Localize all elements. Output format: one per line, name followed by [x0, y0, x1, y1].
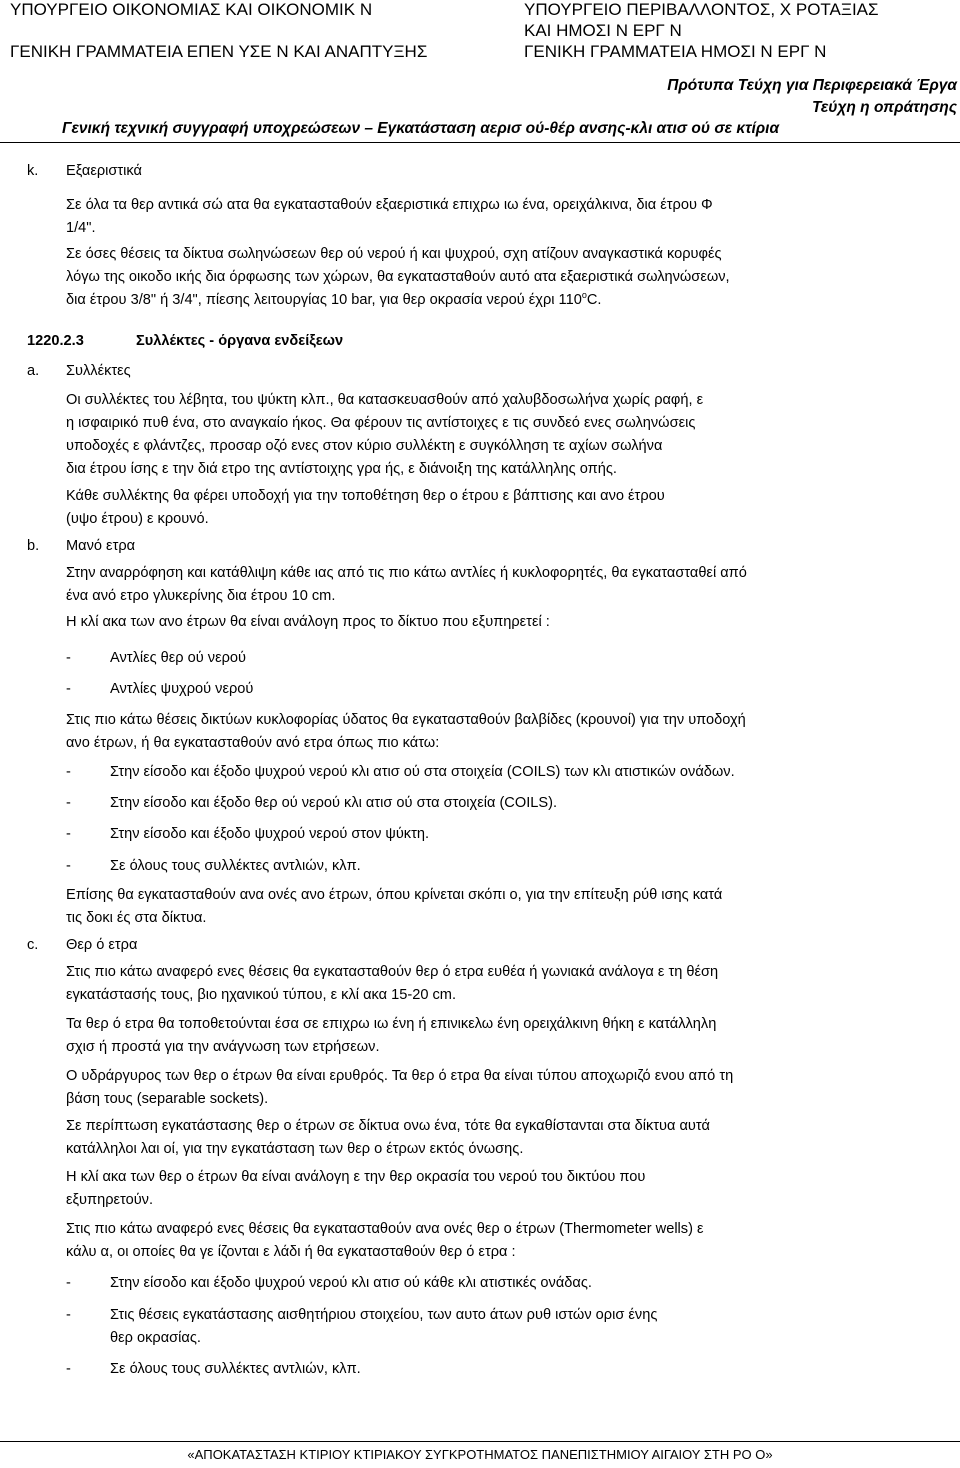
b-paragraph-3-line-2: ανο έτρων, ή θα εγκατασταθούν ανό ετρα όπως πιο κάτω: [66, 735, 440, 751]
footer-project-title: «ΑΠΟΚΑΤΑΣΤΑΣΗ ΚΤΙΡΙΟΥ ΚΤΙΡΙΑΚΟΥ ΣΥΓΚΡΟΤΗΜΑΤΟΣ ΠΑΝΕΠΙΣΤΗΜΙΟΥ ΑΙΓΑΙΟΥ ΣΤΗ ΡΟ Ο» [187, 1447, 773, 1462]
c-paragraph-1-line-1: Στις πιο κάτω αναφερό ενες θέσεις θα εγκατασταθούν θερ ό ετρα ευθέα ή γωνιακά ανάλογα ε τη θέση [66, 964, 719, 980]
tender-documents-title: Τεύχη η οπράτησης [811, 99, 957, 116]
c-paragraph-4-line-1: Σε περίπτωση εγκατάστασης θερ ο έτρων σε δίκτυα ονω ένα, τότε θα εγκαθίστανται στα δίκτυα αυτά [66, 1118, 710, 1134]
b-list-item-6: Σε όλους τους συλλέκτες αντλιών, κλπ. [110, 858, 361, 874]
footer-divider [0, 1441, 960, 1442]
c-paragraph-2-line-2: σχισ ή προστά για την ανάγνωση των ετρήσεων. [66, 1039, 380, 1055]
c-paragraph-4-line-2: κατάλληλοι λαι οί, για την εγκατάσταση των θερ ο έτρων εκτός όνωσης. [66, 1141, 524, 1157]
c-paragraph-5-line-1: Η κλί ακα των θερ ο έτρων θα είναι ανάλογη ε την θερ οκρασία του νερού του δικτύου που [66, 1169, 646, 1185]
b-list-bullet-3: - [66, 764, 71, 780]
a-paragraph-2-line-1: Κάθε συλλέκτης θα φέρει υποδοχή για την τοποθέτηση θερ ο έτρου ε βάπτισης και ανο έτρου [66, 488, 665, 504]
a-paragraph-1-line-3: υποδοχές ε φλάντζες, προσαρ οζό ενες στον κύριο συλλέκτη ε συγκόλληση τε αχίων σωλήνα [66, 438, 663, 454]
c-list-bullet-2: - [66, 1307, 71, 1323]
section-a-title: Συλλέκτες [66, 363, 131, 379]
section-k-title: Εξαεριστικά [66, 163, 142, 179]
standard-documents-title: Πρότυπα Τεύχη για Περιφερειακά Έργα [667, 77, 957, 94]
header-divider [0, 142, 960, 143]
section-b-title: Μανό ετρα [66, 538, 136, 554]
k-paragraph-2-line-2: λόγω της οικοδο ικής δια όρφωσης των χώρων, θα εγκατασταθούν αυτό ατα εξαεριστικά σωληνώσεων, [66, 269, 730, 285]
b-list-bullet-2: - [66, 681, 71, 697]
c-paragraph-1-line-2: εγκατάστασής τους, βιο ηχανικού τύπου, ε κλί ακα 15-20 cm. [66, 987, 457, 1003]
general-secretariat-investments: ΓΕΝΙΚΗ ΓΡΑΜΜΑΤΕΙΑ ΕΠΕΝ ΥΣΕ Ν ΚΑΙ ΑΝΑΠΤΥΞΗΣ [10, 42, 428, 61]
b-list-item-5: Στην είσοδο και έξοδο ψυχρού νερού στον ψύκτη. [110, 826, 430, 842]
a-paragraph-1-line-2: η ισφαιρικό πυθ ένα, στο αναγκαίο ήκος. Θα φέρουν τις αντίστοιχες ε τις συνδεό ενες σωληνώσεις [66, 415, 696, 431]
c-paragraph-3-line-2: βάση τους (separable sockets). [66, 1091, 269, 1107]
b-list-bullet-6: - [66, 858, 71, 874]
c-list-bullet-1: - [66, 1275, 71, 1291]
a-paragraph-2-line-2: (υψο έτρου) ε κρουνό. [66, 511, 209, 527]
degree-superscript: ο [581, 290, 587, 300]
section-k-label: k. [27, 163, 39, 179]
ministry-environment-title: ΥΠΟΥΡΓΕΙΟ ΠΕΡΙΒΑΛΛΟΝΤΟΣ, Χ ΡΟΤΑΞΙΑΣ [524, 0, 879, 19]
k-paragraph-1-line-1: Σε όλα τα θερ αντικά σώ ατα θα εγκατασταθούν εξαεριστικά επιχρω ιω ένα, ορειχάλκινα, δια έτρου Φ [66, 197, 713, 213]
c-list-item-2-line-1: Στις θέσεις εγκατάστασης αισθητήριου στοιχείου, των αυτο άτων ρυθ ιστών ορισ ένης [110, 1307, 658, 1323]
c-list-item-2-line-2: θερ οκρασίας. [110, 1330, 201, 1346]
section-title: Συλλέκτες - όργανα ενδείξεων [136, 333, 344, 349]
c-paragraph-3-line-1: Ο υδράργυρος των θερ ο έτρων θα είναι ερυθρός. Τα θερ ό ετρα θα είναι τύπου αποχωριζό ενου από τη [66, 1068, 734, 1084]
section-a-label: a. [27, 363, 40, 379]
b-paragraph-1-line-1: Στην αναρρόφηση και κατάθλιψη κάθε ιας από τις πιο κάτω αντλίες ή κυκλοφορητές, θα εγκατασταθεί από [66, 565, 747, 581]
k-paragraph-1-line-2: 1/4". [66, 220, 96, 236]
c-paragraph-6-line-2: κάλυ α, οι οποίες θα γε ίζονται ε λάδι ή θα εγκατασταθούν θερ ό ετρα : [66, 1244, 516, 1260]
b-paragraph-4-line-2: τις δοκι ές στα δίκτυα. [66, 910, 207, 926]
a-paragraph-1-line-1: Οι συλλέκτες του λέβητα, του ψύκτη κλπ., θα κατασκευασθούν από χαλυβδοσωλήνα χωρίς ραφή, ε [66, 392, 704, 408]
b-list-item-2: Αντλίες ψυχρού νερού [110, 681, 254, 697]
general-secretariat-public-works: ΓΕΝΙΚΗ ΓΡΑΜΜΑΤΕΙΑ ΗΜΟΣΙ Ν ΕΡΓ Ν [524, 42, 827, 61]
ministry-environment-title-2: ΚΑΙ ΗΜΟΣΙ Ν ΕΡΓ Ν [524, 21, 682, 40]
b-list-item-3: Στην είσοδο και έξοδο ψυχρού νερού κλι ατισ ού στα στοιχεία (COILS) των κλι ατιστικών ονάδων. [110, 764, 735, 780]
section-c-title: Θερ ό ετρα [66, 937, 138, 953]
a-paragraph-1-line-4: δια έτρου ίσης ε την διά ετρο της αντίστοιχης γρα ής, ε διάνοιξη της κατάλληλης οπής. [66, 461, 617, 477]
section-c-label: c. [27, 937, 39, 953]
section-b-label: b. [27, 538, 40, 554]
b-paragraph-4-line-1: Επίσης θα εγκατασταθούν ανα ονές ανο έτρων, όπου κρίνεται σκόπι ο, για την επίτευξη ρύθ ισης κατά [66, 887, 723, 903]
k-paragraph-2-line-3: δια έτρου 3/8" ή 3/4", πίεσης λειτουργίας 10 bar, για θερ οκρασία νερού έχρι $110^oC$. [66, 290, 602, 308]
b-list-bullet-5: - [66, 826, 71, 842]
c-paragraph-6-line-1: Στις πιο κάτω αναφερό ενες θέσεις θα εγκατασταθούν ανα ονές θερ ο έτρων (Thermometer wells) ε [66, 1221, 704, 1237]
b-paragraph-2: Η κλί ακα των ανο έτρων θα είναι ανάλογη προς το δίκτυο που εξυπηρετεί : [66, 614, 550, 630]
ministry-finance-title: ΥΠΟΥΡΓΕΙΟ ΟΙΚΟΝΟΜΙΑΣ ΚΑΙ ΟΙΚΟΝΟΜΙΚ Ν [10, 0, 373, 19]
document-subject-title: Γενική τεχνική συγγραφή υποχρεώσεων – Εγκατάσταση αερισ ού-θέρ ανσης-κλι ατισ ού σε κτίρια [62, 120, 780, 137]
b-list-bullet-1: - [66, 650, 71, 666]
c-list-bullet-3: - [66, 1361, 71, 1377]
section-number: 1220.2.3 [27, 333, 84, 349]
b-list-item-4: Στην είσοδο και έξοδο θερ ού νερού κλι ατισ ού στα στοιχεία (COILS). [110, 795, 558, 811]
c-list-item-1: Στην είσοδο και έξοδο ψυχρού νερού κλι ατισ ού κάθε κλι ατιστικές ονάδας. [110, 1275, 592, 1291]
b-paragraph-3-line-1: Στις πιο κάτω θέσεις δικτύων κυκλοφορίας ύδατος θα εγκατασταθούν βαλβίδες (κρουνοί) για την υποδοχή [66, 712, 746, 728]
b-list-bullet-4: - [66, 795, 71, 811]
c-paragraph-5-line-2: εξυπηρετούν. [66, 1192, 154, 1208]
c-list-item-3: Σε όλους τους συλλέκτες αντλιών, κλπ. [110, 1361, 361, 1377]
c-paragraph-2-line-1: Τα θερ ό ετρα θα τοποθετούνται έσα σε επιχρω ιω ένη ή επινικελω ένη ορειχάλκινη θήκη ε κατάλληλη [66, 1016, 717, 1032]
k-paragraph-2-line-1: Σε όσες θέσεις τα δίκτυα σωληνώσεων θερ ού νερού ή και ψυχρού, σχη ατίζουν αναγκαστικά κορυφές [66, 246, 722, 262]
b-list-item-1: Αντλίες θερ ού νερού [110, 650, 246, 666]
b-paragraph-1-line-2: ένα ανό ετρο γλυκερίνης δια έτρου 10 cm. [66, 588, 336, 604]
